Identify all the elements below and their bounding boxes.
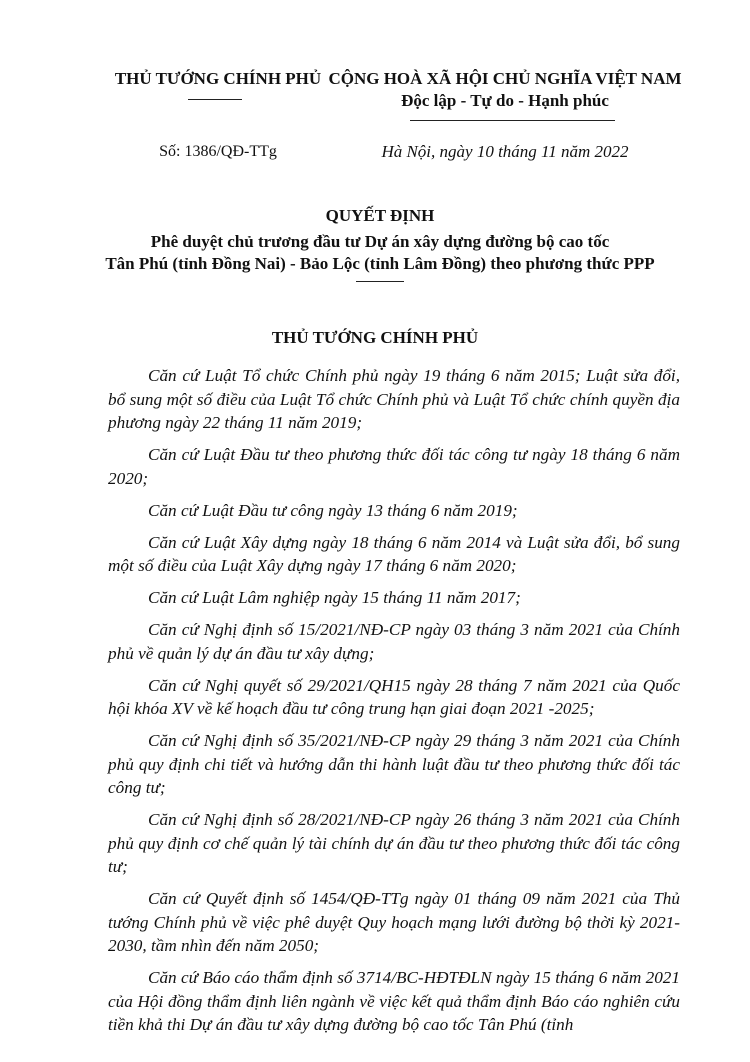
legal-basis-paragraph: Căn cứ Quyết định số 1454/QĐ-TTg ngày 01 tháng 09 năm 2021 của Thủ tướng Chính phủ về việc phê duyệt Quy hoạch mạng lưới đường bộ thời kỳ 2021-2030, tầm nhìn đến năm 2050; xyxy=(108,889,680,955)
motto-underline xyxy=(410,120,615,121)
agency-underline xyxy=(188,99,242,100)
subtitle-underline xyxy=(356,281,404,282)
document-number: Số: 1386/QĐ-TTg xyxy=(159,143,277,160)
national-motto: Độc lập - Tự do - Hạnh phúc xyxy=(401,91,609,110)
legal-basis-paragraph: Căn cứ Luật Xây dựng ngày 18 tháng 6 năm 2014 và Luật sửa đổi, bổ sung một số điều của Luật Xây dựng ngày 17 tháng 6 năm 2020; xyxy=(108,532,680,575)
place-date: Hà Nội, ngày 10 tháng 11 năm 2022 xyxy=(381,142,629,161)
legal-basis-paragraph: Căn cứ Luật Lâm nghiệp ngày 15 tháng 11 năm 2017; xyxy=(148,588,521,607)
legal-basis-paragraph: Căn cứ Luật Đầu tư công ngày 13 tháng 6 năm 2019; xyxy=(148,500,518,520)
document-header xyxy=(0,68,750,168)
decision-subtitle-line-2: Tân Phú (tỉnh Đồng Nai) - Bảo Lộc (tỉnh Lâm Đồng) theo phương thức PPP xyxy=(105,254,655,273)
legal-basis-paragraph: Căn cứ Nghị định số 28/2021/NĐ-CP ngày 26 tháng 3 năm 2021 của Chính phủ quy định cơ chế quản lý tài chính dự án đầu tư theo phương thức đối tác công tư; xyxy=(108,810,680,876)
legal-basis-paragraph: Căn cứ Nghị quyết số 29/2021/QH15 ngày 28 tháng 7 năm 2021 của Quốc hội khóa XV về kế hoạch đầu tư công trung hạn giai đoạn 2021 -2025; xyxy=(108,675,680,718)
legal-basis-paragraph: Căn cứ Báo cáo thẩm định số 3714/BC-HĐTĐLN ngày 15 tháng 6 năm 2021 của Hội đồng thẩm định liên ngành về việc kết quả thẩm định Báo cáo nghiên cứu tiền khả thi Dự án đầu tư xây dựng đường bộ cao tốc Tân Phú (tỉnh xyxy=(108,968,680,1034)
authority-heading: THỦ TƯỚNG CHÍNH PHỦ xyxy=(271,328,479,347)
legal-basis-paragraph: Căn cứ Nghị định số 35/2021/NĐ-CP ngày 29 tháng 3 năm 2021 của Chính phủ quy định chi tiết và hướng dẫn thi hành luật đầu tư theo phương thức đối tác công tư; xyxy=(108,731,680,797)
legal-basis-paragraph: Căn cứ Luật Đầu tư theo phương thức đối tác công tư ngày 18 tháng 6 năm 2020; xyxy=(108,445,680,488)
legal-basis-paragraph: Căn cứ Nghị định số 15/2021/NĐ-CP ngày 03 tháng 3 năm 2021 của Chính phủ về quản lý dự án đầu tư xây dựng; xyxy=(108,620,680,663)
title-block xyxy=(90,205,670,282)
decision-subtitle-line-1: Phê duyệt chủ trương đầu tư Dự án xây dựng đường bộ cao tốc xyxy=(150,232,610,251)
document-body xyxy=(108,364,680,1045)
issuing-agency: THỦ TƯỚNG CHÍNH PHỦ xyxy=(114,69,322,88)
legal-basis-paragraph: Căn cứ Luật Tổ chức Chính phủ ngày 19 tháng 6 năm 2015; Luật sửa đổi, bổ sung một số điều của Luật Tổ chức Chính phủ và Luật Tổ chức chính quyền địa phương ngày 22 tháng 11 năm 2019; xyxy=(108,366,680,432)
national-title: CỘNG HOÀ XÃ HỘI CHỦ NGHĨA VIỆT NAM xyxy=(328,69,682,88)
decision-title: QUYẾT ĐỊNH xyxy=(325,206,435,225)
